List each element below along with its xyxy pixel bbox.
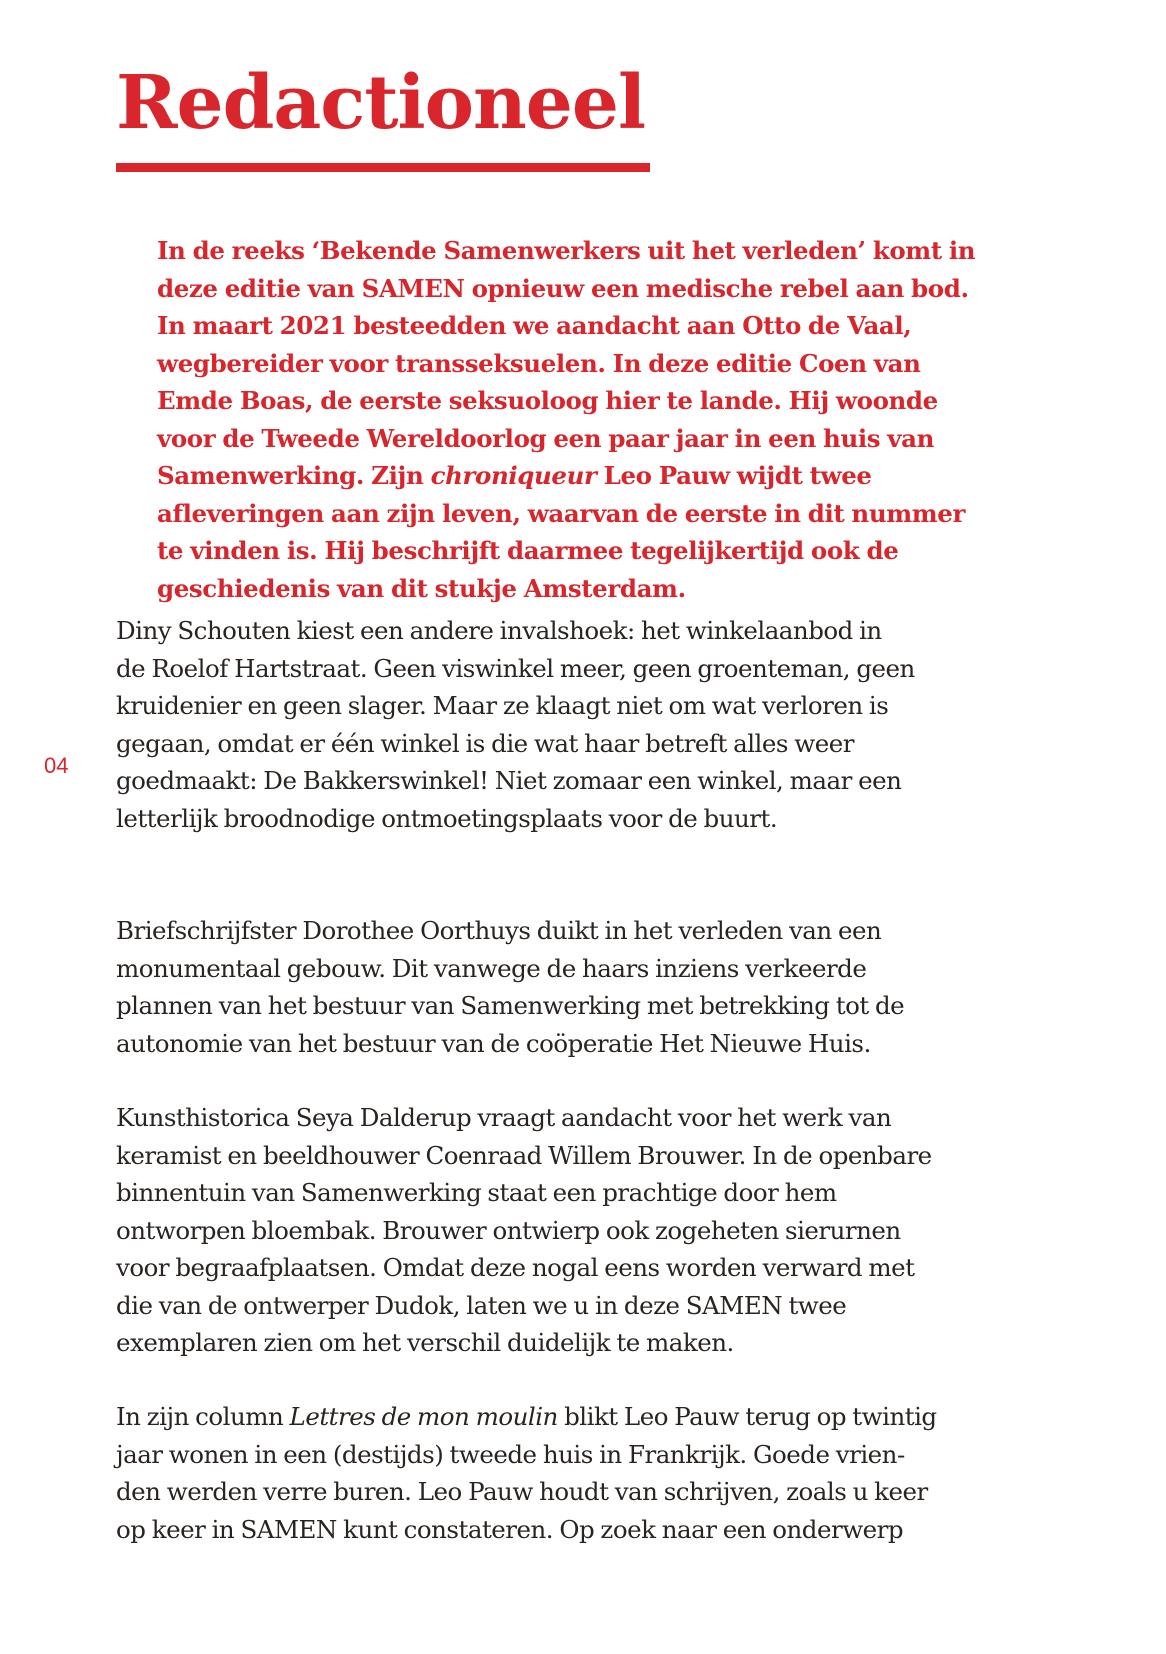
body-line: den werden verre buren. Leo Pauw houdt van schrijven, zoals u keer [116,1477,928,1506]
body-paragraph [116,1099,996,1362]
body-paragraph [116,1398,996,1548]
page-title: Redactioneel [116,60,646,146]
body-line: kruidenier en geen slager. Maar ze klaagt niet om wat verloren is [116,691,889,720]
body-text: In zijn column [116,1402,290,1431]
intro-paragraph [157,232,1017,607]
intro-line: voor de Tweede Wereldoorlog een paar jaar in een huis van [157,423,935,453]
body-line: voor begraafplaatsen. Omdat deze nogal eens worden verward met [116,1253,915,1282]
body-line: Kunsthistorica Seya Dalderup vraagt aandacht voor het werk van [116,1103,892,1132]
intro-text: Leo Pauw wijdt twee [596,461,872,490]
body-line: Briefschrijfster Dorothee Oorthuys duikt in het verleden van een [116,916,882,945]
page-number: 04 [44,753,69,778]
body-paragraph [116,612,996,837]
intro-text: Samenwerking. Zijn [157,461,431,490]
body-line: exemplaren zien om het verschil duidelijk te maken. [116,1328,734,1357]
intro-line [157,457,1017,495]
body-line: monumentaal gebouw. Dit vanwege de haars inziens verkeerde [116,953,867,983]
body-text: blikt Leo Pauw terug op twintig [557,1402,937,1431]
title-underline [116,163,650,172]
body-line: de Roelof Hartstraat. Geen viswinkel meer, geen groenteman, geen [116,653,915,683]
body-paragraph [116,912,996,1062]
body-line [116,1398,996,1436]
body-line: plannen van het bestuur van Samenwerking met betrekking tot de [116,991,905,1020]
body-line: Diny Schouten kiest een andere invalshoek: het winkelaanbod in [116,616,882,645]
intro-line: In de reeks ‘Bekende Samenwerkers uit het verleden’ komt in [157,236,976,265]
body-line: die van de ontwerper Dudok, laten we u in deze SAMEN twee [116,1290,847,1320]
intro-line: In maart 2021 besteedden we aandacht aan Otto de Vaal, [157,311,912,340]
body-line: goedmaakt: De Bakkerswinkel! Niet zomaar een winkel, maar een [116,766,902,795]
body-line: keramist en beeldhouwer Coenraad Willem Brouwer. In de openbare [116,1140,932,1170]
body-line: op keer in SAMEN kunt constateren. Op zoek naar een onderwerp [116,1514,904,1544]
body-line: letterlijk broodnodige ontmoetingsplaats voor de buurt. [116,803,778,833]
body-line: jaar wonen in een (destijds) tweede huis in Frankrijk. Goede vrien- [116,1439,905,1469]
body-line: binnentuin van Samenwerking staat een prachtige door hem [116,1178,837,1207]
intro-line: Emde Boas, de eerste seksuoloog hier te lande. Hij woonde [157,386,938,415]
body-line: ontworpen bloembak. Brouwer ontwierp ook zogeheten sierurnen [116,1215,901,1245]
intro-line: afleveringen aan zijn leven, waarvan de eerste in dit nummer [157,498,965,528]
column-title: Lettres de mon moulin [289,1402,558,1431]
body-line: gegaan, omdat er één winkel is die wat haar betreft alles weer [116,728,854,758]
intro-line: te vinden is. Hij beschrijft daarmee tegelijkertijd ook de [157,536,899,565]
intro-line: deze editie van SAMEN opnieuw een medische rebel aan bod. [157,273,969,303]
intro-line: wegbereider voor transseksuelen. In deze editie Coen van [157,348,921,378]
intro-italic-term: chroniqueur [430,461,597,490]
body-line: autonomie van het bestuur van de coöperatie Het Nieuwe Huis. [116,1028,871,1058]
intro-line: geschiedenis van dit stukje Amsterdam. [157,573,686,603]
